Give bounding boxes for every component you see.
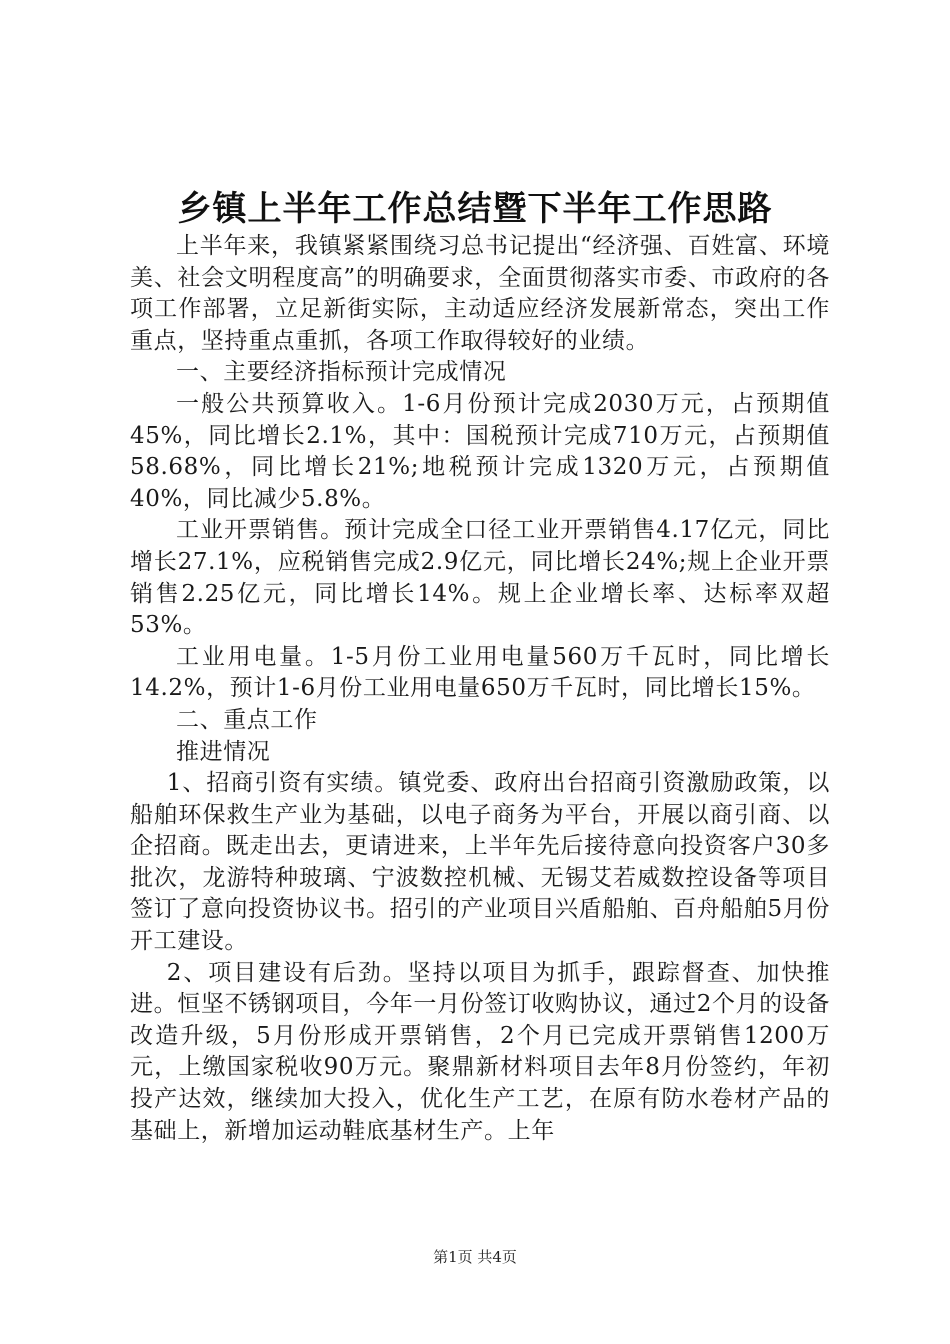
paragraph-industrial-power: 工业用电量。1-5月份工业用电量560万千瓦时，同比增长14.2%，预计1-6月份工业用电量650万千瓦时，同比增长15%。 — [130, 643, 830, 702]
paragraph-budget-revenue: 一般公共预算收入。1-6月份预计完成2030万元，占预期值45%，同比增长2.1%，其中：国税预计完成710万元，占预期值58.68%，同比增长21%;地税预计完成1320万元，占预期值40%，同比减少5.8%。 — [130, 390, 830, 512]
paragraph-investment: 1、招商引资有实绩。镇党委、政府出台招商引资激励政策，以船舶环保救生产业为基础，以电子商务为平台，开展以商引商、以企招商。既走出去，更请进来，上半年先后接待意向投资客户30多批次，龙游特种玻璃、宁波数控机械、无锡艾若威数控设备等项目签订了意向投资协议书。招引的产业项目兴盾船舶、百舟船舶5月份开工建设。 — [130, 770, 830, 955]
paragraph-projects: 2、项目建设有后劲。坚持以项目为抓手，跟踪督查、加快推进。恒坚不锈钢项目，今年一月份签订收购协议，通过2个月的设备改造升级，5月份形成开票销售，2个月已完成开票销售1200万元，上缴国家税收90万元。聚鼎新材料项目去年8月份签约，年初投产达效，继续加大投入，优化生产工艺，在原有防水卷材产品的基础上，新增加运动鞋底基材生产。上年 — [130, 959, 830, 1144]
intro-paragraph: 上半年来，我镇紧紧围绕习总书记提出“经济强、百姓富、环境美、社会文明程度高”的明确要求，全面贯彻落实市委、市政府的各项工作部署，立足新街实际，主动适应经济发展新常态，突出工作重点，坚持重点重抓，各项工作取得较好的业绩。 — [130, 233, 830, 354]
document-body — [130, 231, 830, 1147]
section-heading-1: 一、主要经济指标预计完成情况 — [176, 359, 507, 386]
section-subheading: 推进情况 — [176, 738, 271, 765]
paragraph-industrial-sales: 工业开票销售。预计完成全口径工业开票销售4.17亿元，同比增长27.1%，应税销售完成2.9亿元，同比增长24%;规上企业开票销售2.25亿元，同比增长14%。规上企业增长率、达标率双超53%。 — [130, 517, 830, 639]
page-number-footer: 第1页 共4页 — [433, 1248, 517, 1266]
document-title: 乡镇上半年工作总结暨下半年工作思路 — [177, 189, 773, 229]
section-heading-2: 二、重点工作 — [176, 706, 318, 733]
